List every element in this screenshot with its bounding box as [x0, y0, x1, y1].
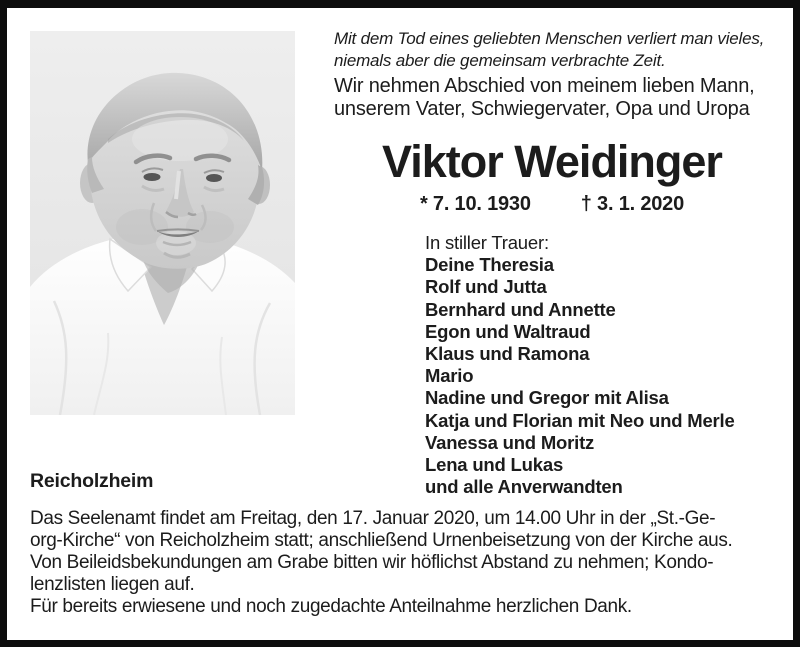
birth-date: * 7. 10. 1930 [419, 193, 531, 215]
mourner-name: Rolf und Jutta [425, 276, 547, 298]
mourner-name: Deine Theresia [425, 254, 554, 276]
epigraph-line: Mit dem Tod eines geliebten Menschen verliert man vieles, [334, 29, 765, 48]
mourner-name: Vanessa und Moritz [425, 431, 595, 453]
service-line: Von Beileidsbekundungen am Grabe bitten wir höflichst Abstand zu nehmen; Kondo- [30, 552, 714, 573]
death-date: † 3. 1. 2020 [580, 193, 685, 215]
portrait-photo [30, 31, 295, 415]
epigraph [334, 28, 764, 72]
epigraph-line: niemals aber die gemeinsam verbrachte Zeit. [334, 51, 666, 70]
service-line: lenzlisten liegen auf. [30, 574, 195, 595]
mourning-heading: In stiller Trauer: [425, 232, 549, 253]
service-line: Das Seelenamt findet am Freitag, den 17. Januar 2020, um 14.00 Uhr in der „St.-Ge- [30, 508, 716, 529]
service-line: org-Kirche“ von Reicholzheim statt; anschließend Urnenbeisetzung von der Kirche aus. [30, 530, 733, 551]
portrait-photo-illustration [30, 31, 295, 415]
place-name: Reicholzheim [30, 470, 154, 492]
mourner-name: Egon und Waltraud [425, 320, 591, 342]
intro-line: unserem Vater, Schwiegervater, Opa und Uropa [334, 97, 750, 120]
mourner-name: Nadine und Gregor mit Alisa [425, 387, 669, 409]
mourner-name: Mario [425, 365, 474, 387]
service-line: Für bereits erwiesene und noch zugedachte Anteilnahme herzlichen Dank. [30, 596, 632, 617]
mourner-name: Lena und Lukas [425, 454, 564, 476]
mourner-name: Katja und Florian mit Neo und Merle [425, 409, 735, 431]
mourner-name: Klaus und Ramona [425, 343, 590, 365]
life-dates [327, 193, 777, 216]
obituary-notice [7, 8, 793, 640]
deceased-name: Viktor Weidinger [382, 136, 722, 187]
intro-line: Wir nehmen Abschied von meinem lieben Mann, [334, 75, 755, 97]
farewell-intro [334, 75, 755, 120]
mourners-section [425, 232, 735, 498]
service-details [30, 508, 732, 618]
mourner-name: Bernhard und Annette [425, 298, 616, 320]
mourner-name: und alle Anverwandten [425, 476, 623, 498]
